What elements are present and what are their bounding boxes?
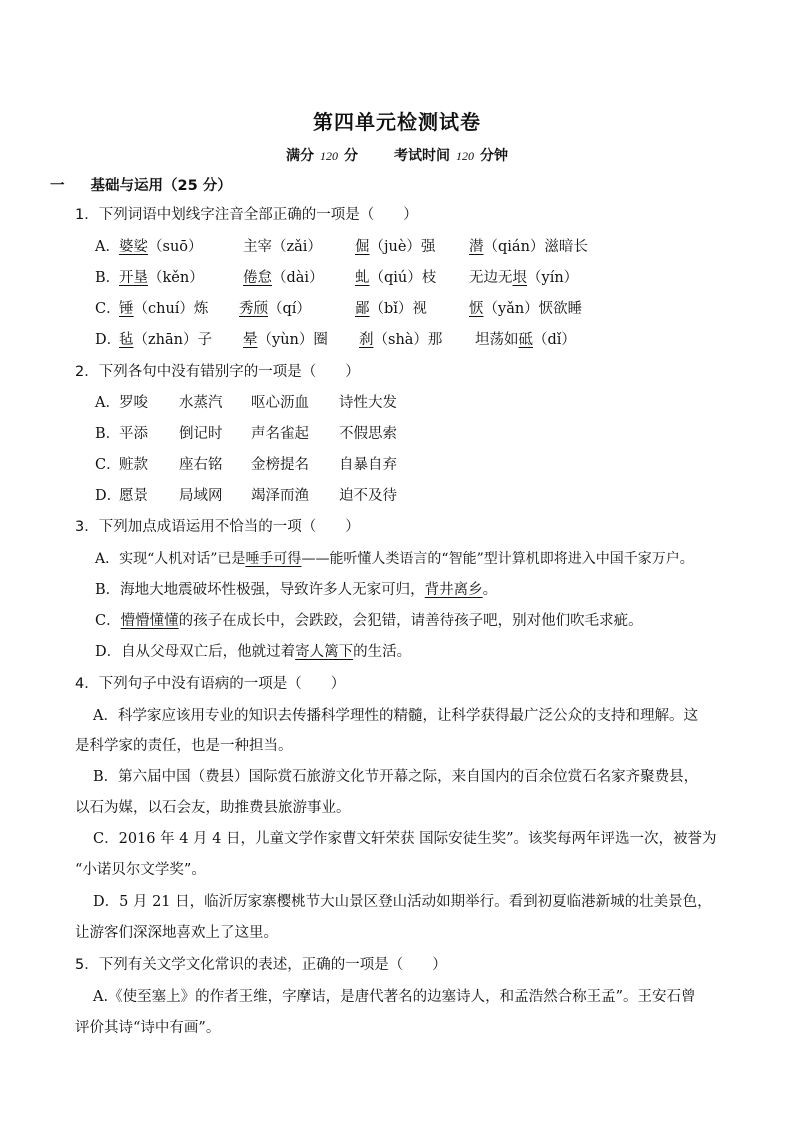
score-unit: 分 (344, 148, 358, 164)
q1-option-c: C． 锤（chuí）炼 秀颀（qí） 鄙（bǐ）视 恹（yǎn）恹欲睡 (95, 301, 583, 317)
q4-option-a-line2: 是科学家的责任，也是一种担当。 (75, 738, 293, 754)
q3-option-c: C．懵懵懂懂的孩子在成长中，会跌跤，会犯错，请善待孩子吧，别对他们吹毛求疵。 (95, 613, 643, 629)
page-title: 第四单元检测试卷 (313, 110, 481, 134)
q2-option-d: D． 愿景 局域网 竭泽而渔 迫不及待 (95, 488, 397, 504)
q4-option-c-line2: “小诺贝尔文学奖”。 (75, 862, 206, 878)
q2-option-c: C． 赃款 座右铭 金榜提名 自暴自弃 (95, 457, 397, 473)
section-heading (50, 176, 232, 196)
q4-option-a-line1: A．科学家应该用专业的知识去传播科学理性的精髓，让科学获得最广泛公众的支持和理解。这 (93, 708, 698, 724)
q3-option-b: B．海地大地震破坏性极强，导致许多人无家可归，背井离乡。 (95, 582, 498, 598)
q4-option-d-line1: D．5 月 21 日，临沂厉家寨樱桃节大山景区登山活动如期举行。看到初夏临港新城的壮美景色， (93, 894, 712, 910)
q5-option-a-line2: 评价其诗“诗中有画”。 (75, 1020, 221, 1036)
question-4-stem: 4．下列句子中没有语病的一项是（ ） (75, 676, 346, 692)
question-3-stem: 3．下列加点成语运用不恰当的一项（ ） (75, 519, 360, 535)
q4-option-c-line1: C．2016 年 4 月 4 日，儿童文学作家曹文轩荣获 国际安徒生奖”。该奖每两年评选一次，被誉为 (93, 831, 717, 847)
question-2-stem: 2．下列各句中没有错别字的一项是（ ） (75, 364, 360, 380)
time-unit: 分钟 (480, 148, 508, 164)
q2-option-a: A． 罗唆 水蒸汽 呕心沥血 诗性大发 (95, 395, 397, 411)
q1-option-b: B． 开垦（kěn） 倦怠（dài） 虬（qiú）枝 无边无垠（yín） (95, 270, 579, 286)
score-value: 120 (320, 149, 338, 163)
q1-option-a: A． 婆娑（suō） 主宰（zǎi） 倔（juè）强 潜（qián）滋暗长 (95, 239, 588, 255)
q3-option-a: A．实现“人机对话”已是唾手可得——能听懂人类语言的“智能”型计算机即将进入中国千家万户。 (95, 551, 694, 567)
q1-option-d: D． 毡（zhān）子 晕（yùn）圈 刹（shà）那 坦荡如砥（dǐ） (95, 332, 576, 348)
q4-option-d-line2: 让游客们深深地喜欢上了这里。 (75, 925, 278, 941)
q4-option-b-line2: 以石为媒，以石会友，助推费县旅游事业。 (75, 800, 351, 816)
exam-meta (0, 145, 794, 165)
q3-option-d: D．自从父母双亡后，他就过着寄人篱下的生活。 (95, 644, 412, 660)
section-label: 基础与运用（25 分） (90, 178, 232, 194)
question-5-stem: 5．下列有关文学文化常识的表述，正确的一项是（ ） (75, 957, 447, 973)
q5-option-a-line1: A.《使至塞上》的作者王维，字摩诘，是唐代著名的边塞诗人，和孟浩然合称王孟”。王安石曾 (93, 989, 696, 1005)
score-label: 满分 (286, 148, 314, 164)
q2-option-b: B． 平添 倒记时 声名雀起 不假思索 (95, 426, 397, 442)
time-value: 120 (456, 149, 474, 163)
question-1-stem: 1．下列词语中划线字注音全部正确的一项是（ ） (75, 207, 418, 223)
time-label: 考试时间 (394, 148, 450, 164)
section-number: 一 (50, 178, 65, 194)
q4-option-b-line1: B．第六届中国（费县）国际赏石旅游文化节开幕之际，来自国内的百余位赏石名家齐聚费县， (93, 769, 699, 785)
